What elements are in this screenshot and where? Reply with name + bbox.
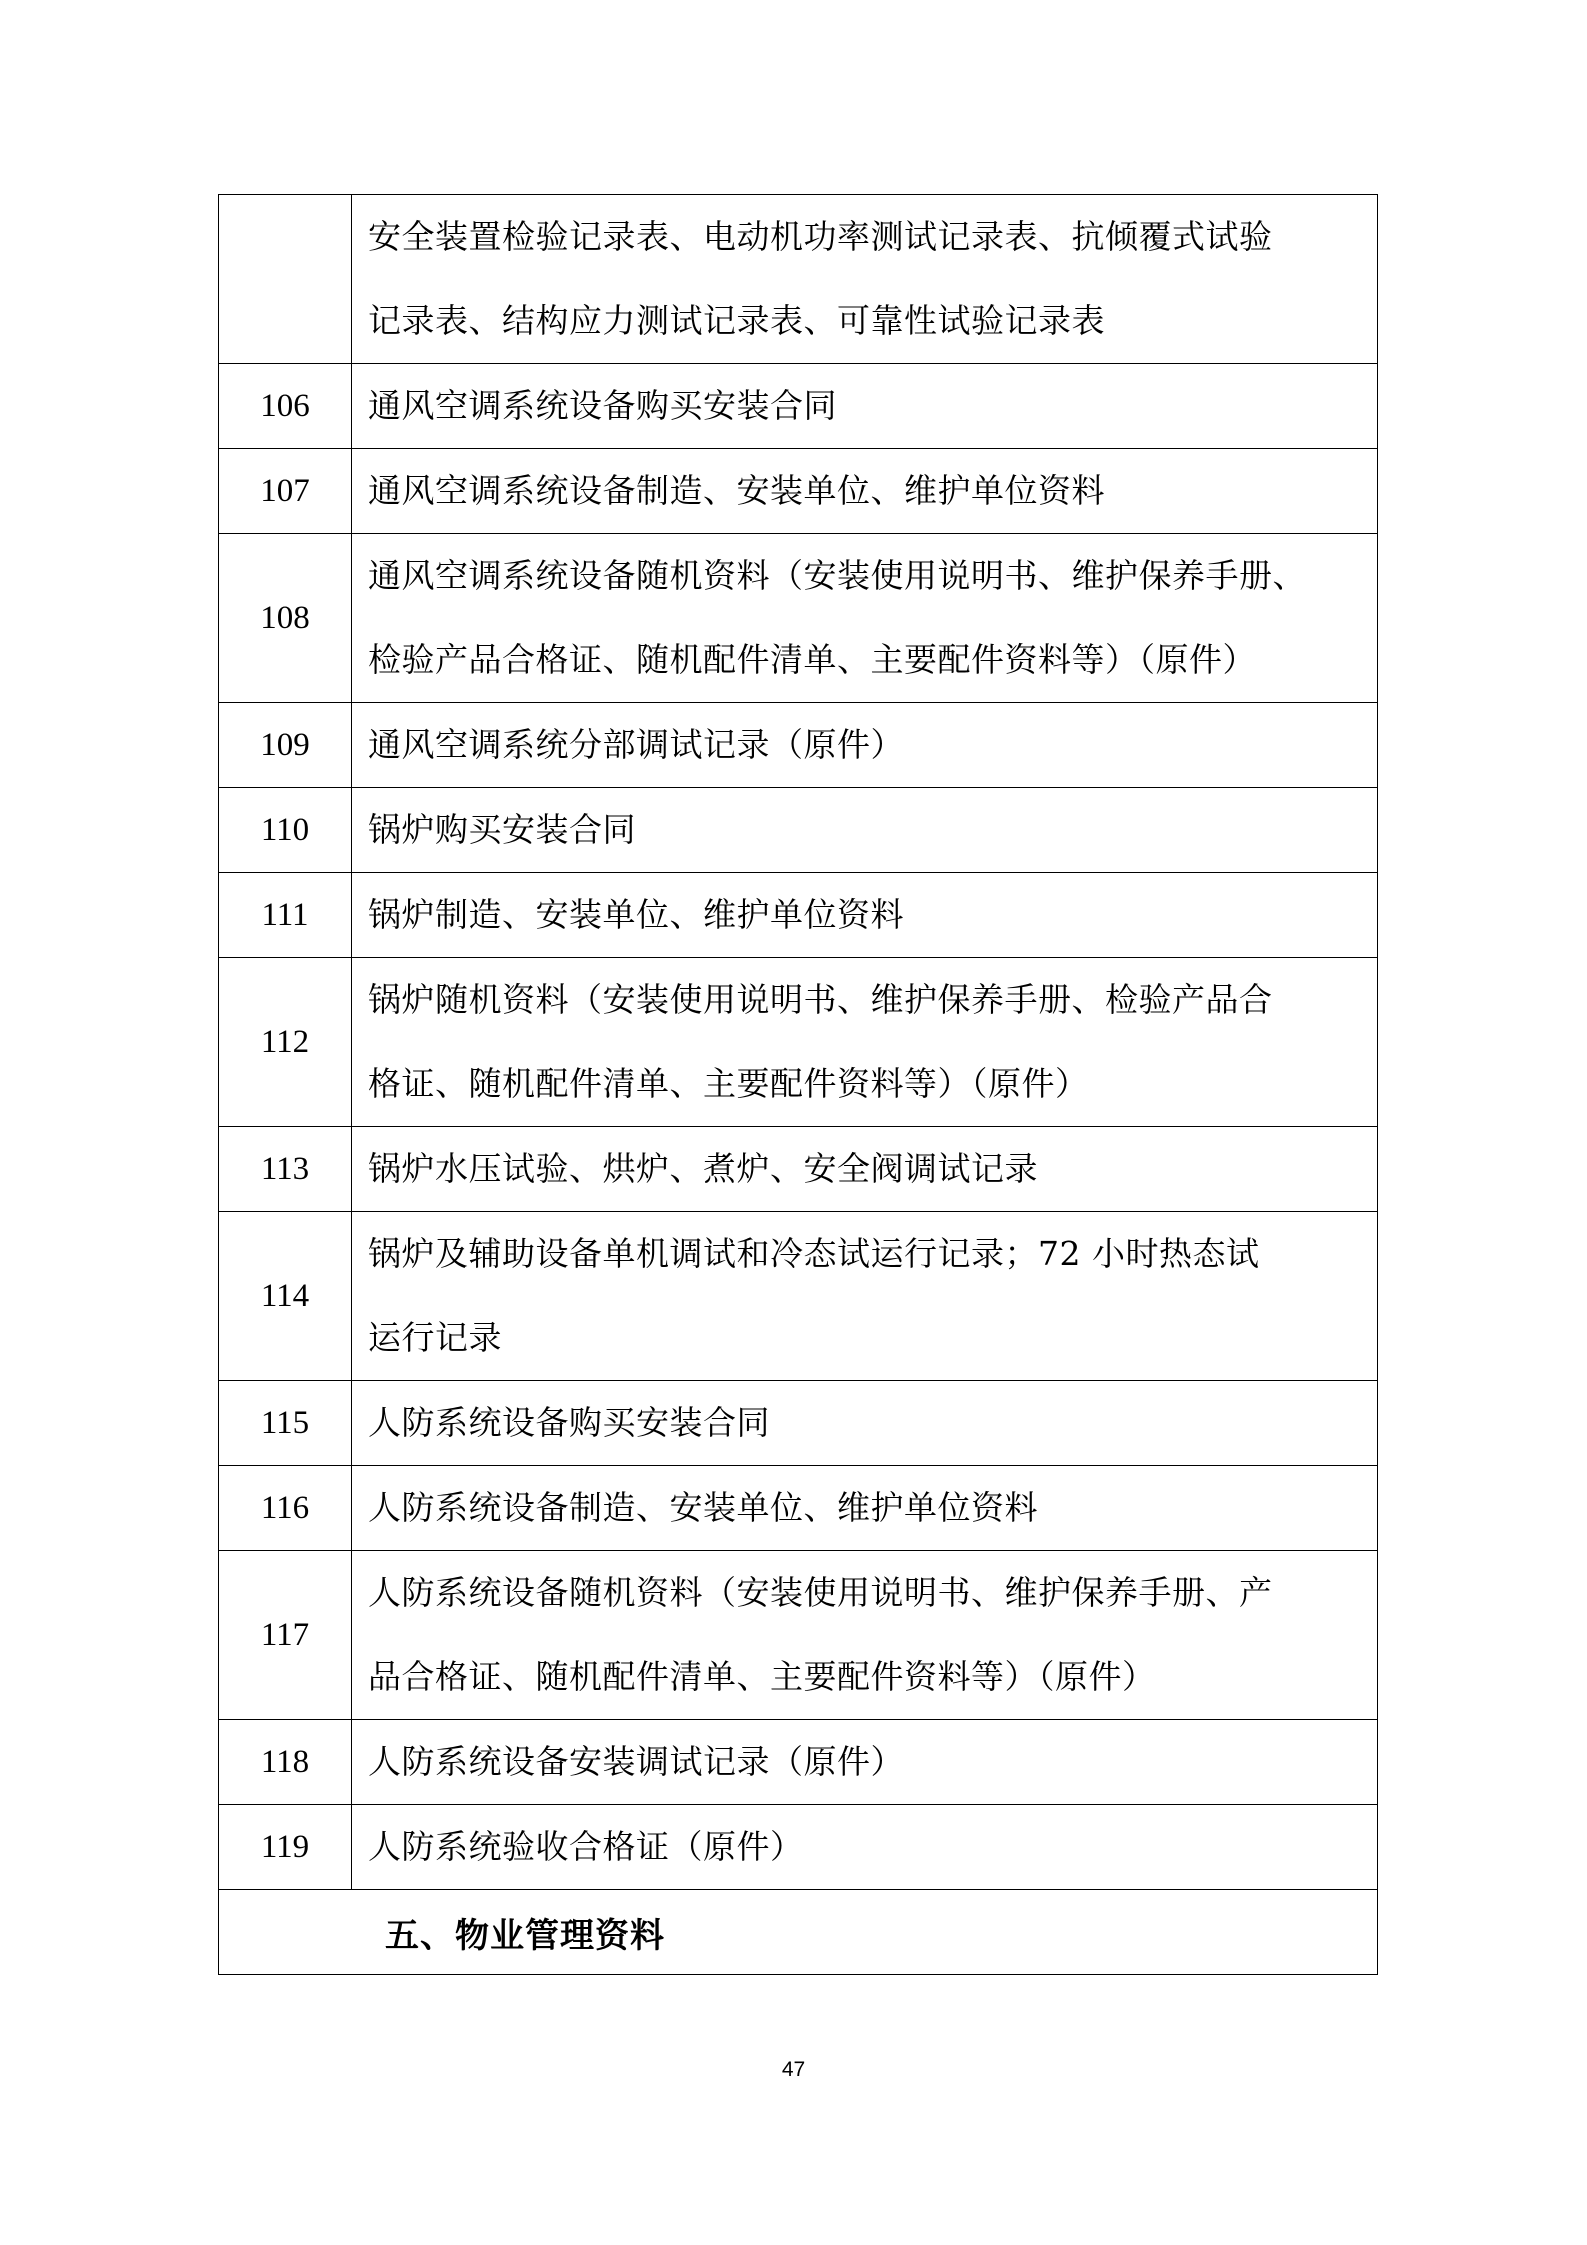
table-row (219, 788, 1378, 873)
table-row (219, 1212, 1378, 1381)
row-number: 106 (219, 364, 352, 449)
row-description (352, 1720, 1378, 1805)
table-row (219, 1381, 1378, 1466)
row-number: 118 (219, 1720, 352, 1805)
row-number: 110 (219, 788, 352, 873)
row-description (352, 703, 1378, 788)
row-description (352, 1381, 1378, 1466)
row-number: 112 (219, 958, 352, 1127)
description-line: 格证、随机配件清单、主要配件资料等）（原件） (368, 1064, 1089, 1103)
table-row (219, 1127, 1378, 1212)
row-number: 113 (219, 1127, 352, 1212)
table-row (219, 958, 1378, 1127)
description-line: 检验产品合格证、随机配件清单、主要配件资料等）（原件） (368, 640, 1256, 679)
table-row (219, 703, 1378, 788)
row-description (352, 873, 1378, 958)
description-line: 人防系统设备制造、安装单位、维护单位资料 (368, 1488, 1038, 1527)
description-line: 品合格证、随机配件清单、主要配件资料等）（原件） (368, 1657, 1156, 1696)
description-line: 记录表、结构应力测试记录表、可靠性试验记录表 (368, 301, 1105, 340)
section-row (219, 1890, 1378, 1975)
description-line: 通风空调系统设备制造、安装单位、维护单位资料 (368, 471, 1105, 510)
description-line: 人防系统设备购买安装合同 (368, 1403, 770, 1442)
description-line: 运行记录 (368, 1318, 502, 1357)
table-row (219, 534, 1378, 703)
page-number: 47 (781, 2058, 806, 2081)
description-line: 锅炉及辅助设备单机调试和冷态试运行记录；72 小时热态试 (368, 1234, 1260, 1273)
row-description (352, 788, 1378, 873)
row-description (352, 1212, 1378, 1381)
description-line: 通风空调系统分部调试记录（原件） (368, 725, 904, 764)
description-line: 锅炉制造、安装单位、维护单位资料 (368, 895, 904, 934)
table-row (219, 873, 1378, 958)
description-line: 安全装置检验记录表、电动机功率测试记录表、抗倾覆式试验 (368, 217, 1273, 256)
row-description (352, 958, 1378, 1127)
row-description (352, 195, 1378, 364)
table-row (219, 195, 1378, 364)
table-row (219, 1805, 1378, 1890)
records-table (218, 194, 1378, 1975)
row-number: 107 (219, 449, 352, 534)
description-line: 锅炉水压试验、烘炉、煮炉、安全阀调试记录 (368, 1149, 1038, 1188)
description-line: 通风空调系统设备购买安装合同 (368, 386, 837, 425)
row-description (352, 534, 1378, 703)
description-line: 人防系统设备安装调试记录（原件） (368, 1742, 904, 1781)
row-description (352, 1127, 1378, 1212)
table-row (219, 364, 1378, 449)
table-row (219, 1551, 1378, 1720)
row-number: 116 (219, 1466, 352, 1551)
description-line: 锅炉随机资料（安装使用说明书、维护保养手册、检验产品合 (368, 980, 1273, 1019)
description-line: 锅炉购买安装合同 (368, 810, 636, 849)
table-row (219, 1466, 1378, 1551)
records-table-body (219, 195, 1378, 1975)
row-description (352, 1551, 1378, 1720)
row-description (352, 364, 1378, 449)
row-description (352, 1805, 1378, 1890)
row-number: 119 (219, 1805, 352, 1890)
row-number: 111 (219, 873, 352, 958)
row-number: 114 (219, 1212, 352, 1381)
row-description (352, 1466, 1378, 1551)
row-description (352, 449, 1378, 534)
description-line: 人防系统设备随机资料（安装使用说明书、维护保养手册、产 (368, 1573, 1273, 1612)
row-number: 108 (219, 534, 352, 703)
table-row (219, 1720, 1378, 1805)
row-number: 109 (219, 703, 352, 788)
description-line: 人防系统验收合格证（原件） (368, 1827, 804, 1866)
row-number (219, 195, 352, 364)
table-row (219, 449, 1378, 534)
description-line: 通风空调系统设备随机资料（安装使用说明书、维护保养手册、 (368, 556, 1306, 595)
row-number: 117 (219, 1551, 352, 1720)
section-heading: 五、物业管理资料 (219, 1890, 1378, 1975)
row-number: 115 (219, 1381, 352, 1466)
